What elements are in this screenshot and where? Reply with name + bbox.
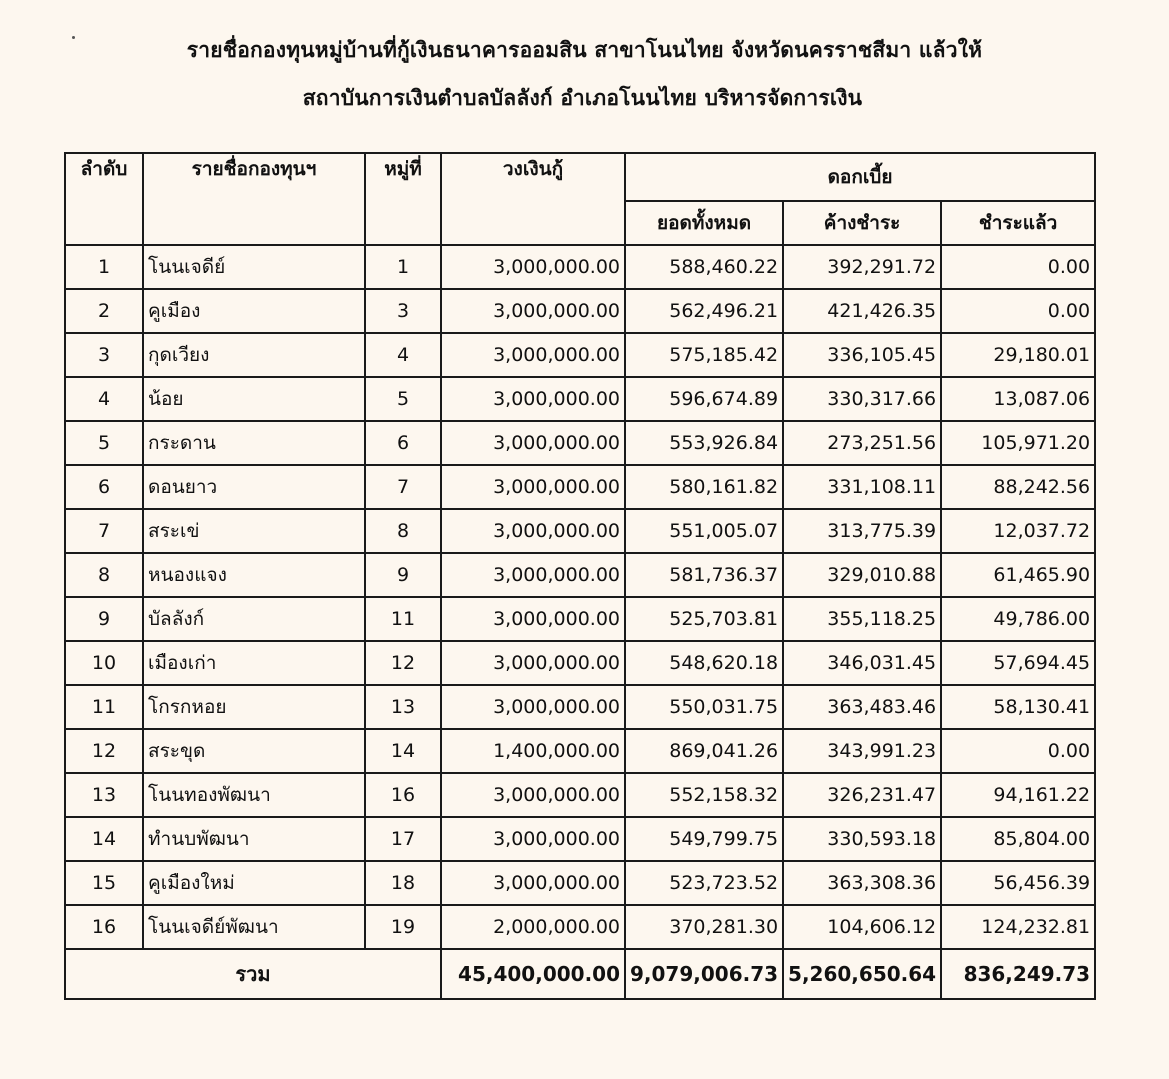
row-interest-outstanding: 330,593.18 bbox=[783, 817, 941, 861]
table-row bbox=[65, 729, 1095, 773]
row-fund-name: เมืองเก่า bbox=[143, 641, 365, 685]
row-fund-name: หนองแจง bbox=[143, 553, 365, 597]
row-order: 9 bbox=[65, 597, 143, 641]
row-order: 3 bbox=[65, 333, 143, 377]
row-fund-name: บัลลังก์ bbox=[143, 597, 365, 641]
row-interest-paid: 49,786.00 bbox=[941, 597, 1095, 641]
row-interest-outstanding: 326,231.47 bbox=[783, 773, 941, 817]
row-interest-paid: 0.00 bbox=[941, 729, 1095, 773]
header-fund-name: รายชื่อกองทุนฯ bbox=[143, 153, 365, 245]
row-interest-paid: 94,161.22 bbox=[941, 773, 1095, 817]
row-fund-name: สระขุด bbox=[143, 729, 365, 773]
table-row bbox=[65, 553, 1095, 597]
row-interest-paid: 0.00 bbox=[941, 289, 1095, 333]
row-interest-total: 596,674.89 bbox=[625, 377, 783, 421]
row-loan: 2,000,000.00 bbox=[441, 905, 625, 949]
row-loan: 3,000,000.00 bbox=[441, 861, 625, 905]
row-village-no: 3 bbox=[365, 289, 441, 333]
header-order: ลำดับ bbox=[65, 153, 143, 245]
row-order: 15 bbox=[65, 861, 143, 905]
row-interest-paid: 57,694.45 bbox=[941, 641, 1095, 685]
row-fund-name: ดอนยาว bbox=[143, 465, 365, 509]
row-interest-outstanding: 331,108.11 bbox=[783, 465, 941, 509]
row-interest-paid: 88,242.56 bbox=[941, 465, 1095, 509]
row-interest-outstanding: 330,317.66 bbox=[783, 377, 941, 421]
row-village-no: 18 bbox=[365, 861, 441, 905]
row-interest-paid: 0.00 bbox=[941, 245, 1095, 289]
table-row bbox=[65, 773, 1095, 817]
table-row bbox=[65, 817, 1095, 861]
row-interest-total: 553,926.84 bbox=[625, 421, 783, 465]
row-interest-total: 580,161.82 bbox=[625, 465, 783, 509]
row-interest-total: 588,460.22 bbox=[625, 245, 783, 289]
row-interest-paid: 124,232.81 bbox=[941, 905, 1095, 949]
row-interest-total: 523,723.52 bbox=[625, 861, 783, 905]
header-interest-total: ยอดทั้งหมด bbox=[625, 201, 783, 245]
row-order: 10 bbox=[65, 641, 143, 685]
row-interest-paid: 61,465.90 bbox=[941, 553, 1095, 597]
row-interest-outstanding: 392,291.72 bbox=[783, 245, 941, 289]
row-fund-name: สระเข่ bbox=[143, 509, 365, 553]
row-interest-paid: 13,087.06 bbox=[941, 377, 1095, 421]
total-outstanding: 5,260,650.64 bbox=[783, 949, 941, 999]
row-interest-total: 581,736.37 bbox=[625, 553, 783, 597]
table-row bbox=[65, 421, 1095, 465]
row-interest-total: 549,799.75 bbox=[625, 817, 783, 861]
row-fund-name: น้อย bbox=[143, 377, 365, 421]
row-village-no: 14 bbox=[365, 729, 441, 773]
row-fund-name: ทำนบพัฒนา bbox=[143, 817, 365, 861]
row-interest-outstanding: 313,775.39 bbox=[783, 509, 941, 553]
row-fund-name: คูเมืองใหม่ bbox=[143, 861, 365, 905]
row-village-no: 16 bbox=[365, 773, 441, 817]
row-village-no: 19 bbox=[365, 905, 441, 949]
row-fund-name: โนนทองพัฒนา bbox=[143, 773, 365, 817]
row-interest-outstanding: 363,308.36 bbox=[783, 861, 941, 905]
row-fund-name: โนนเจดีย์ bbox=[143, 245, 365, 289]
row-interest-outstanding: 336,105.45 bbox=[783, 333, 941, 377]
row-interest-outstanding: 355,118.25 bbox=[783, 597, 941, 641]
row-interest-paid: 12,037.72 bbox=[941, 509, 1095, 553]
row-interest-total: 551,005.07 bbox=[625, 509, 783, 553]
row-loan: 3,000,000.00 bbox=[441, 685, 625, 729]
row-loan: 3,000,000.00 bbox=[441, 333, 625, 377]
row-loan: 3,000,000.00 bbox=[441, 773, 625, 817]
row-interest-outstanding: 273,251.56 bbox=[783, 421, 941, 465]
row-interest-total: 370,281.30 bbox=[625, 905, 783, 949]
row-loan: 3,000,000.00 bbox=[441, 641, 625, 685]
row-interest-paid: 29,180.01 bbox=[941, 333, 1095, 377]
table-row bbox=[65, 861, 1095, 905]
row-village-no: 4 bbox=[365, 333, 441, 377]
row-order: 16 bbox=[65, 905, 143, 949]
total-interest: 9,079,006.73 bbox=[625, 949, 783, 999]
table-row bbox=[65, 289, 1095, 333]
row-loan: 1,400,000.00 bbox=[441, 729, 625, 773]
row-interest-paid: 58,130.41 bbox=[941, 685, 1095, 729]
table-body bbox=[65, 245, 1095, 949]
table-row bbox=[65, 685, 1095, 729]
row-interest-total: 525,703.81 bbox=[625, 597, 783, 641]
table-row bbox=[65, 509, 1095, 553]
row-village-no: 5 bbox=[365, 377, 441, 421]
table-row bbox=[65, 333, 1095, 377]
document-title-line2: สถาบันการเงินตำบลบัลลังก์ อำเภอโนนไทย บริหารจัดการเงิน bbox=[302, 86, 863, 110]
table-row bbox=[65, 377, 1095, 421]
row-interest-outstanding: 421,426.35 bbox=[783, 289, 941, 333]
row-order: 6 bbox=[65, 465, 143, 509]
row-order: 2 bbox=[65, 289, 143, 333]
row-fund-name: กุดเวียง bbox=[143, 333, 365, 377]
row-interest-outstanding: 363,483.46 bbox=[783, 685, 941, 729]
header-interest: ดอกเบี้ย bbox=[625, 153, 1095, 201]
village-fund-table bbox=[64, 152, 1096, 1000]
row-loan: 3,000,000.00 bbox=[441, 553, 625, 597]
row-interest-paid: 105,971.20 bbox=[941, 421, 1095, 465]
document-title-line1: รายชื่อกองทุนหมู่บ้านที่กู้เงินธนาคารออมสิน สาขาโนนไทย จังหวัดนครราชสีมา แล้วให้ bbox=[186, 38, 983, 62]
row-interest-paid: 56,456.39 bbox=[941, 861, 1095, 905]
table-row bbox=[65, 597, 1095, 641]
header-interest-paid: ชำระแล้ว bbox=[941, 201, 1095, 245]
row-village-no: 17 bbox=[365, 817, 441, 861]
row-interest-total: 548,620.18 bbox=[625, 641, 783, 685]
row-loan: 3,000,000.00 bbox=[441, 817, 625, 861]
row-village-no: 9 bbox=[365, 553, 441, 597]
row-interest-total: 552,158.32 bbox=[625, 773, 783, 817]
row-interest-outstanding: 343,991.23 bbox=[783, 729, 941, 773]
row-interest-total: 550,031.75 bbox=[625, 685, 783, 729]
row-interest-total: 869,041.26 bbox=[625, 729, 783, 773]
row-order: 11 bbox=[65, 685, 143, 729]
row-village-no: 11 bbox=[365, 597, 441, 641]
row-village-no: 6 bbox=[365, 421, 441, 465]
row-village-no: 13 bbox=[365, 685, 441, 729]
row-fund-name: กระดาน bbox=[143, 421, 365, 465]
row-loan: 3,000,000.00 bbox=[441, 465, 625, 509]
row-interest-total: 575,185.42 bbox=[625, 333, 783, 377]
row-order: 8 bbox=[65, 553, 143, 597]
table-row bbox=[65, 245, 1095, 289]
row-loan: 3,000,000.00 bbox=[441, 421, 625, 465]
row-loan: 3,000,000.00 bbox=[441, 289, 625, 333]
table-row bbox=[65, 905, 1095, 949]
row-order: 12 bbox=[65, 729, 143, 773]
header-interest-outstanding: ค้างชำระ bbox=[783, 201, 941, 245]
row-loan: 3,000,000.00 bbox=[441, 509, 625, 553]
total-row bbox=[65, 949, 1095, 999]
row-village-no: 12 bbox=[365, 641, 441, 685]
total-paid: 836,249.73 bbox=[941, 949, 1095, 999]
total-label: รวม bbox=[65, 949, 441, 999]
row-interest-outstanding: 104,606.12 bbox=[783, 905, 941, 949]
row-loan: 3,000,000.00 bbox=[441, 597, 625, 641]
row-village-no: 1 bbox=[365, 245, 441, 289]
row-fund-name: โนนเจดีย์พัฒนา bbox=[143, 905, 365, 949]
row-order: 7 bbox=[65, 509, 143, 553]
table-row bbox=[65, 641, 1095, 685]
row-order: 4 bbox=[65, 377, 143, 421]
row-order: 1 bbox=[65, 245, 143, 289]
row-interest-total: 562,496.21 bbox=[625, 289, 783, 333]
row-village-no: 8 bbox=[365, 509, 441, 553]
row-village-no: 7 bbox=[365, 465, 441, 509]
row-fund-name: โกรกหอย bbox=[143, 685, 365, 729]
row-fund-name: คูเมือง bbox=[143, 289, 365, 333]
row-interest-outstanding: 346,031.45 bbox=[783, 641, 941, 685]
row-interest-paid: 85,804.00 bbox=[941, 817, 1095, 861]
total-loan: 45,400,000.00 bbox=[441, 949, 625, 999]
row-loan: 3,000,000.00 bbox=[441, 377, 625, 421]
row-order: 5 bbox=[65, 421, 143, 465]
table-row bbox=[65, 465, 1095, 509]
row-order: 13 bbox=[65, 773, 143, 817]
header-village-no: หมู่ที่ bbox=[365, 153, 441, 245]
row-loan: 3,000,000.00 bbox=[441, 245, 625, 289]
row-interest-outstanding: 329,010.88 bbox=[783, 553, 941, 597]
header-loan-amount: วงเงินกู้ bbox=[441, 153, 625, 245]
row-order: 14 bbox=[65, 817, 143, 861]
